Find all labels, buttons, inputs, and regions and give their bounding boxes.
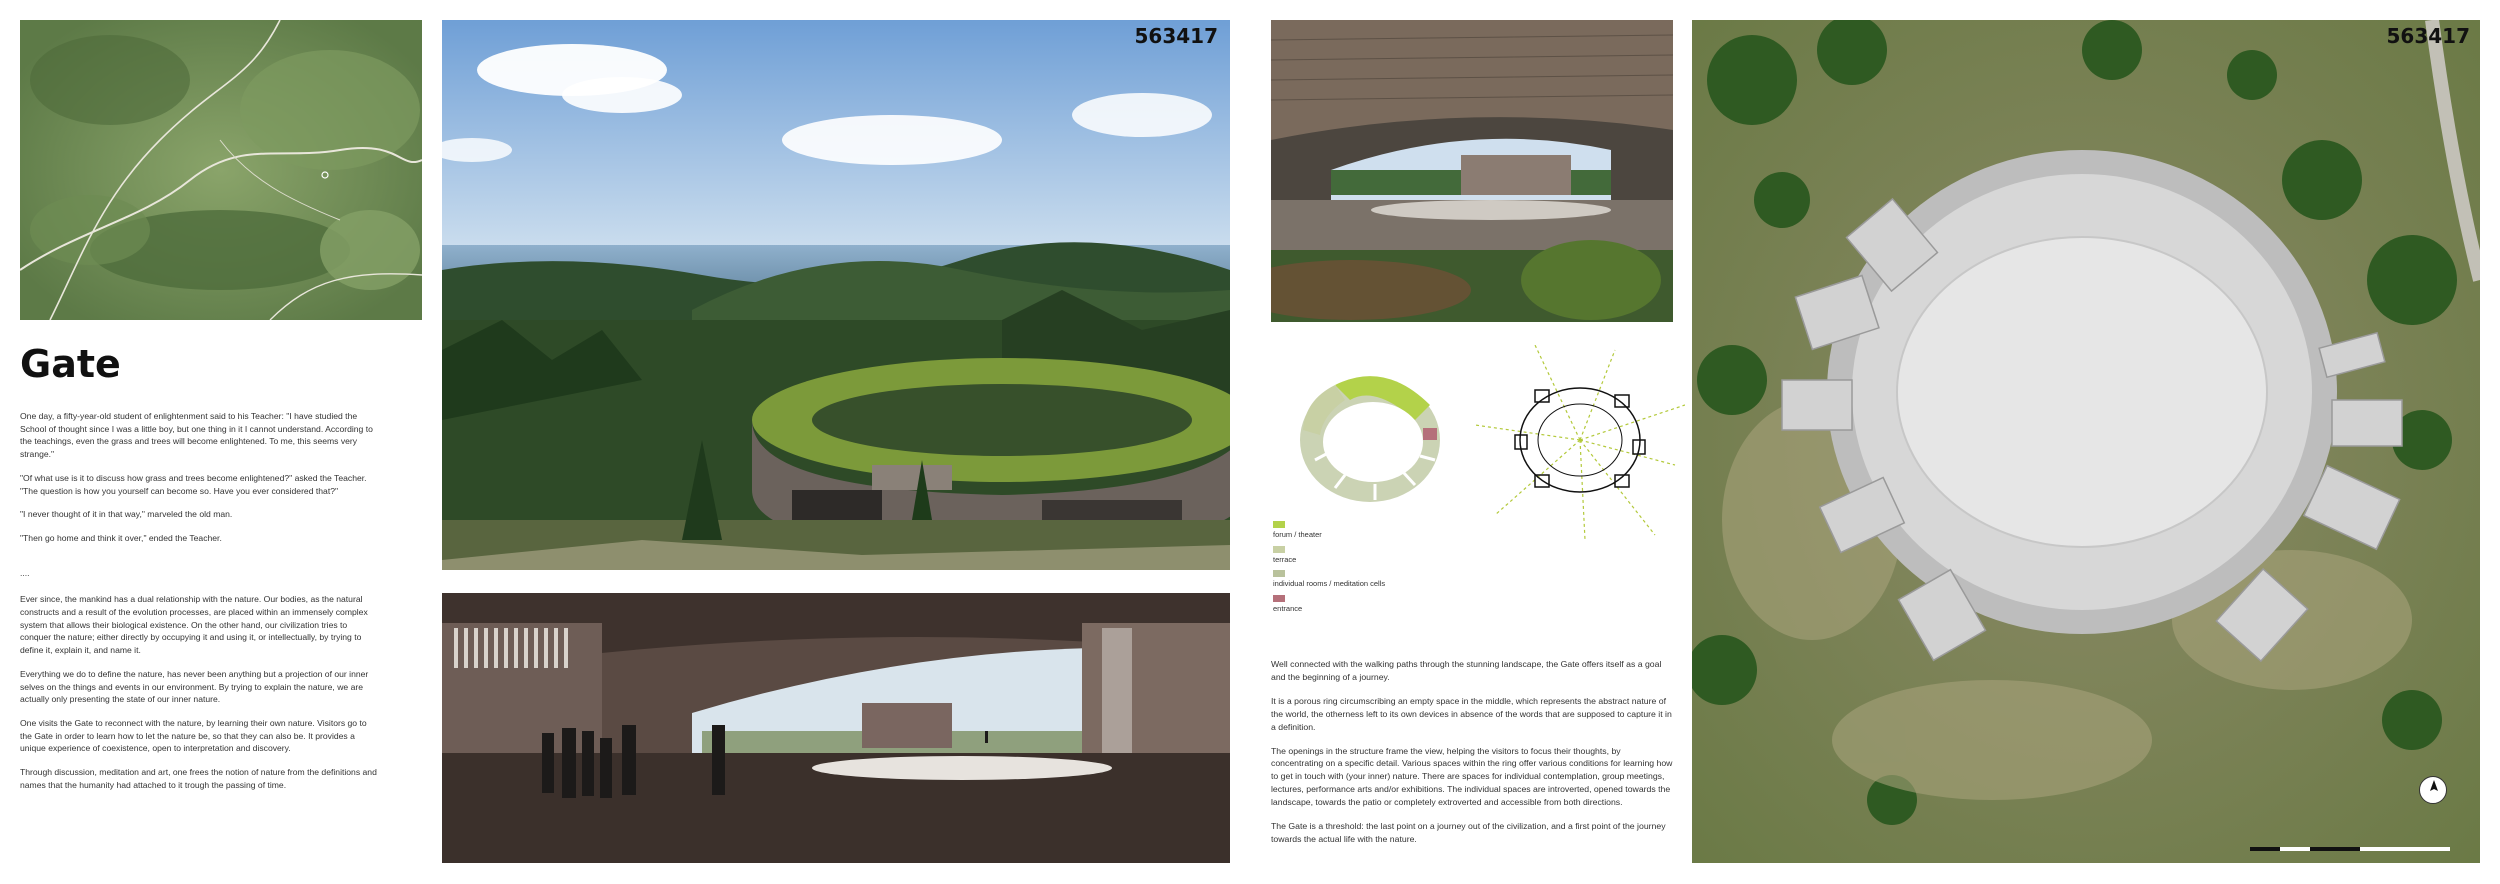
description-paragraph: Well connected with the walking paths through the stunning landscape, the Gate offers itself as a goal and the beginning of a journey. bbox=[1271, 659, 1662, 682]
interior-render-image bbox=[442, 593, 1230, 863]
legend-label: forum / theater bbox=[1273, 530, 1322, 539]
ellipsis: .... bbox=[20, 567, 30, 578]
canopy-view-image bbox=[1271, 20, 1673, 322]
project-code: 563417 bbox=[1134, 24, 1218, 48]
story-paragraph: One day, a fifty-year-old student of enlightenment said to his Teacher: "I have studied the School of thought since I was a little boy, but one thing in it I cannot understand. According to the teachings, even the grass and trees will become enlightened. To me, this seems very strange." bbox=[20, 411, 373, 460]
story-paragraph: "I never thought of it in that way," marveled the old man. bbox=[20, 509, 233, 520]
project-code: 563417 bbox=[2386, 24, 2470, 48]
description-text bbox=[1271, 658, 1675, 857]
legend-swatch bbox=[1273, 595, 1285, 602]
legend-label: entrance bbox=[1273, 603, 1303, 613]
view-diagram bbox=[1475, 345, 1685, 540]
site-map-image bbox=[20, 20, 422, 320]
essay-paragraph: Ever since, the mankind has a dual relationship with the nature. Our bodies, as the natural constructs and a result of the evolution processes, are placed within an immensely complex system that allows their biological existence. On the other hand, our civilization tries to conquer the nature; either directly by occupying it and using it, or intellectually, by trying to define it, explain it, and name it. bbox=[20, 594, 368, 656]
program-diagram bbox=[1295, 360, 1445, 510]
story-paragraph: "Of what use is it to discuss how grass and trees become enlightened?" asked the Teacher. "The question is how you yourself can become so. Have you ever considered that?" bbox=[20, 472, 367, 496]
legend-swatch bbox=[1273, 546, 1285, 553]
legend-swatch bbox=[1273, 570, 1285, 577]
legend-item bbox=[1273, 595, 1385, 620]
description-paragraph: The openings in the structure frame the view, helping the visitors to focus their thoughts, by concentrating on a specific detail. Various spaces within the ring offer various conditions for learning how to get in touch with (your inner) nature. There are spaces for individual contemplation, group meetings, lectures, performance arts and/or exhibitions. The individual spaces are introverted, opened towards the landscape, towards the patio or completely extroverted and accessible from both directions. bbox=[1271, 745, 1673, 808]
legend-label: terrace bbox=[1273, 554, 1297, 564]
legend-label: individual rooms / meditation cells bbox=[1273, 579, 1386, 588]
legend bbox=[1273, 521, 1385, 619]
scale-bar bbox=[2250, 838, 2450, 842]
description-paragraph: The Gate is a threshold: the last point on a journey out of the civilization, and a first point of the journey towards the actual life with the nature. bbox=[1271, 821, 1666, 844]
essay-paragraph: Through discussion, meditation and art, one frees the notion of nature from the definitions and names that the humanity had attached to it trough the passing of time. bbox=[20, 767, 377, 790]
legend-item bbox=[1273, 546, 1385, 571]
story-paragraph: "Then go home and think it over," ended the Teacher. bbox=[20, 532, 222, 543]
legend-swatch bbox=[1273, 521, 1285, 528]
exterior-render-image bbox=[442, 20, 1230, 570]
story-text bbox=[20, 410, 380, 802]
essay-paragraph: One visits the Gate to reconnect with the nature, by learning their own nature. Visitors go to the Gate in order to learn how to let the nature be, so that they can also be. It provides a unique experience of coexistence, open to interpretation and discovery. bbox=[20, 717, 367, 754]
essay-paragraph: Everything we do to define the nature, has never been anything but a projection of our inner selves on the things and events in our environment. By trying to explain the nature, we are actually only presenting the state of our inner nature. bbox=[20, 668, 369, 705]
legend-item bbox=[1273, 570, 1385, 595]
north-arrow-icon bbox=[2419, 776, 2447, 804]
page-title: Gate bbox=[20, 342, 121, 386]
aerial-plan-image bbox=[1692, 20, 2480, 863]
description-paragraph: It is a porous ring circumscribing an empty space in the middle, which represents the abstract nature of the world, the otherness left to its own devices in absence of the words that are supposed to capture it in a definition. bbox=[1271, 695, 1672, 732]
legend-item bbox=[1273, 521, 1385, 546]
